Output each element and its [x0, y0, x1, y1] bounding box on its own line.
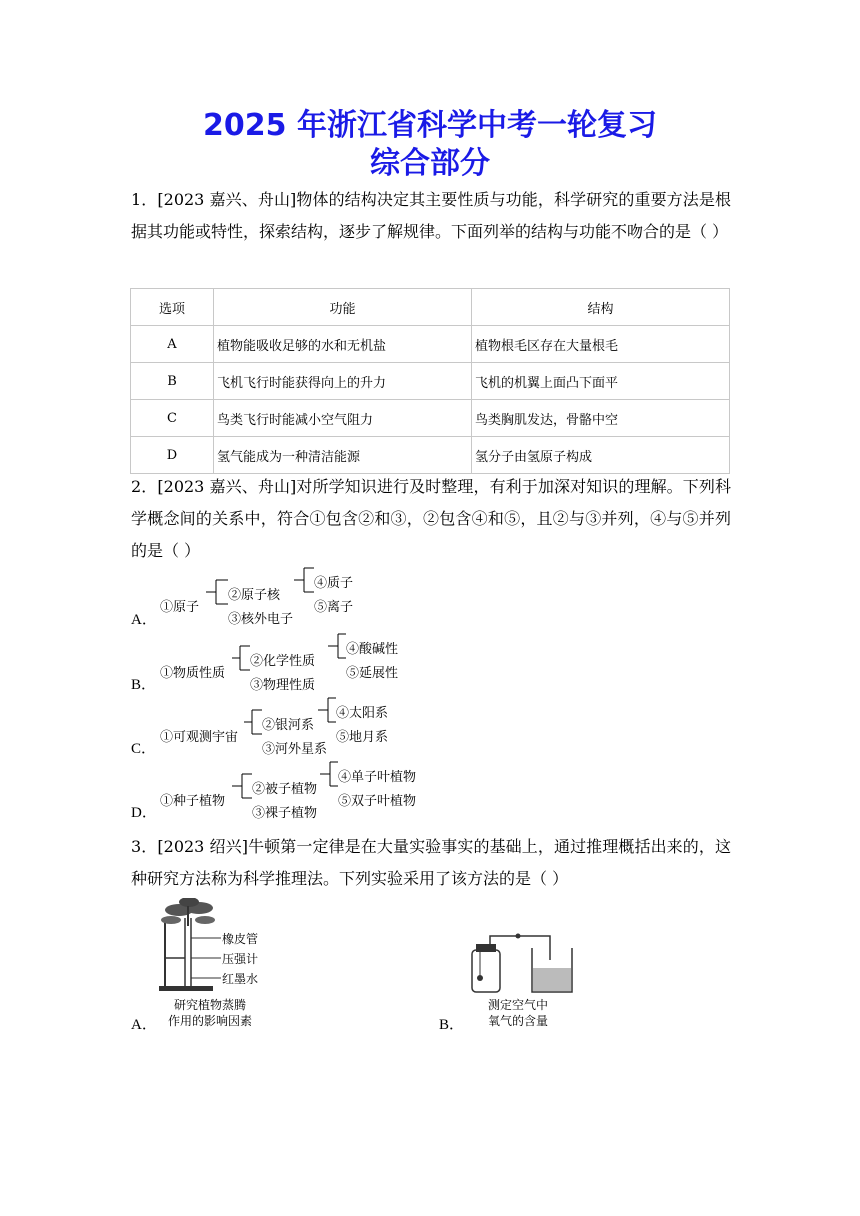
label-pressure-gauge: 压强计	[222, 952, 259, 966]
option-d-label[interactable]: D．	[131, 805, 157, 821]
caption-line: 氧气的含量	[487, 1014, 548, 1028]
question-2	[131, 471, 731, 567]
question-source: [2023 嘉兴、舟山]	[157, 190, 297, 209]
table-cell: 鸟类飞行时能减小空气阻力	[214, 400, 472, 437]
option-b-label[interactable]: B．	[131, 677, 157, 693]
q3-option-b-label[interactable]: B．	[439, 1017, 465, 1033]
tree-node-2: ②化学性质	[250, 654, 316, 669]
tree-node-4: ④单子叶植物	[338, 770, 417, 785]
table-header-row	[131, 289, 730, 326]
table-cell: 氢分子由氢原子构成	[472, 437, 730, 474]
tree-node-4: ④质子	[314, 576, 354, 591]
caption-line: 研究植物蒸腾	[173, 998, 246, 1012]
q1-table	[130, 288, 730, 474]
q3-option-a-label[interactable]: A．	[131, 1017, 157, 1033]
table-header: 功能	[214, 289, 472, 326]
table-row	[131, 363, 730, 400]
table-cell: A	[131, 326, 214, 363]
table-header: 选项	[131, 289, 214, 326]
tree-node-3: ③物理性质	[250, 678, 316, 693]
option-a-tree	[160, 570, 420, 627]
tree-node-3: ③核外电子	[228, 612, 294, 627]
tree-node-root: ①物质性质	[160, 666, 226, 681]
tree-node-root: ①可观测宇宙	[160, 730, 239, 745]
tree-node-2: ②原子核	[228, 588, 281, 603]
tree-node-root: ①原子	[160, 600, 200, 615]
question-source: [2023 绍兴]	[157, 837, 248, 856]
tree-node-4: ④酸碱性	[346, 642, 399, 657]
caption-line: 作用的影响因素	[167, 1014, 252, 1028]
question-number: 2．	[131, 477, 158, 496]
question-stem: 牛顿第一定律是在大量实验事实的基础上，通过推理概括出来的，这种研究方法称为科学推理法。下列实验采用了该方法的是（ ）	[131, 837, 731, 888]
table-cell: B	[131, 363, 214, 400]
page-subtitle: 综合部分	[370, 146, 490, 181]
page-title: 2025 年浙江省科学中考一轮复习	[203, 108, 657, 143]
tree-node-5: ⑤离子	[314, 600, 354, 615]
table-cell: 飞机飞行时能获得向上的升力	[214, 363, 472, 400]
table-cell: 飞机的机翼上面凸下面平	[472, 363, 730, 400]
table-cell: 植物能吸收足够的水和无机盐	[214, 326, 472, 363]
table-cell: 鸟类胸肌发达，骨骼中空	[472, 400, 730, 437]
tree-node-2: ②银河系	[262, 718, 315, 733]
oxygen-apparatus-illustration	[468, 930, 578, 996]
option-b-tree	[160, 636, 420, 693]
table-cell: D	[131, 437, 214, 474]
question-number: 3．	[131, 837, 158, 856]
q3-option-b-caption	[468, 997, 568, 1029]
question-stem: 对所学知识进行及时整理，有利于加深对知识的理解。下列科学概念间的关系中，符合①包含②和③，②包含④和⑤，且②与③并列，④与⑤并列的是（ ）	[131, 477, 731, 560]
option-c-label[interactable]: C．	[131, 741, 157, 757]
table-header: 结构	[472, 289, 730, 326]
table-row	[131, 400, 730, 437]
tree-node-root: ①种子植物	[160, 794, 226, 809]
table-cell: 氢气能成为一种清洁能源	[214, 437, 472, 474]
table-row	[131, 437, 730, 474]
option-d-tree	[160, 764, 450, 821]
question-number: 1．	[131, 190, 158, 209]
label-rubber-tube: 橡皮管	[222, 932, 259, 946]
table-row	[131, 326, 730, 363]
q3-option-a-caption	[155, 997, 265, 1029]
tree-node-3: ③河外星系	[262, 742, 328, 757]
option-a-label[interactable]: A．	[131, 612, 157, 628]
tree-node-2: ②被子植物	[252, 782, 318, 797]
table-cell: 植物根毛区存在大量根毛	[472, 326, 730, 363]
tree-node-3: ③裸子植物	[252, 806, 318, 821]
question-source: [2023 嘉兴、舟山]	[157, 477, 297, 496]
tree-node-5: ⑤地月系	[336, 730, 389, 745]
caption-line: 测定空气中	[487, 998, 548, 1012]
tree-node-5: ⑤延展性	[346, 666, 399, 681]
question-stem: 物体的结构决定其主要性质与功能，科学研究的重要方法是根据其功能或特性，探索结构，逐步了解规律。下面列举的结构与功能不吻合的是（ ）	[131, 190, 731, 241]
tree-node-5: ⑤双子叶植物	[338, 794, 417, 809]
label-red-ink: 红墨水	[222, 972, 259, 986]
question-1	[131, 184, 731, 248]
question-3	[131, 831, 731, 895]
tree-node-4: ④太阳系	[336, 706, 389, 721]
option-c-tree	[160, 700, 440, 757]
table-cell: C	[131, 400, 214, 437]
